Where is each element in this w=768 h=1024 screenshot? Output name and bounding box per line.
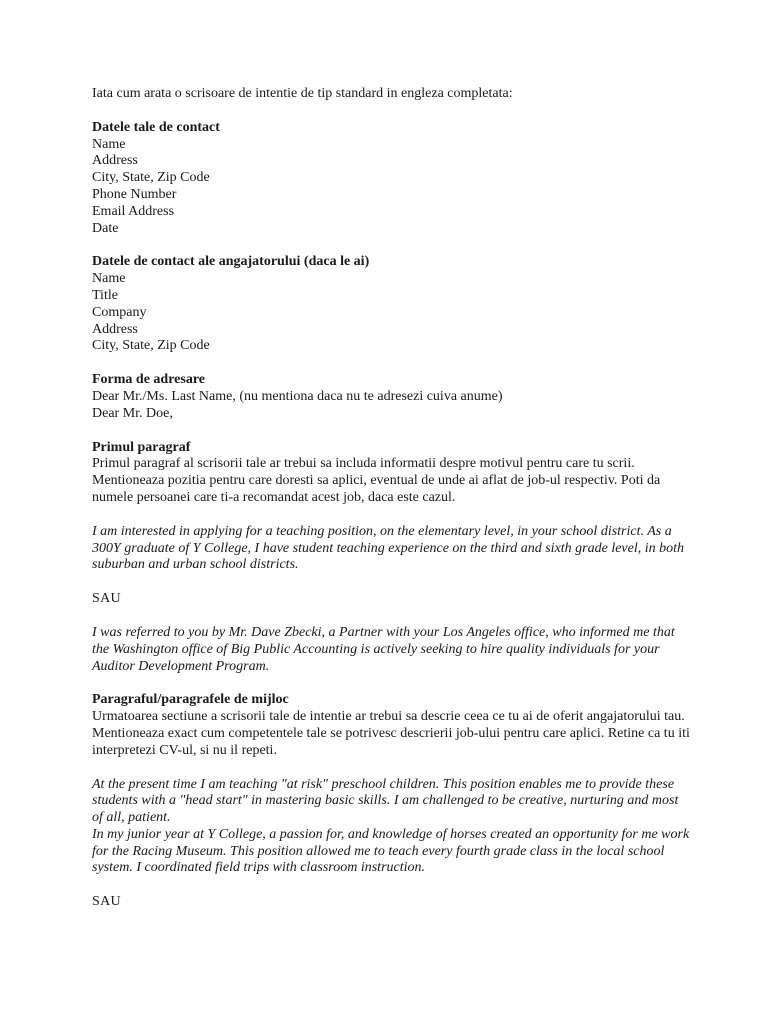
first-paragraph-heading: Primul paragraf — [92, 439, 191, 455]
or-label: SAU — [92, 591, 121, 607]
employer-heading: Datele de contact ale angajatorului (daca le ai) — [92, 254, 370, 270]
first-paragraph-text: Primul paragraf al scrisorii tale ar trebui sa includa informatii despre motivul pentru care tu scrii. Mentioneaza pozitia pentru care doresti sa aplici, eventual de unde ai aflat de job-ul respectiv. Poti da numele persoanei care ti-a recomandat acest job, daca este cazul. — [92, 456, 661, 505]
employer-line: Title — [92, 287, 118, 303]
document-page — [92, 86, 692, 928]
salutation-heading: Forma de adresare — [92, 372, 206, 388]
employer-line: Address — [92, 321, 138, 337]
employer-line: Name — [92, 271, 126, 287]
salutation-line: Dear Mr. Doe, — [92, 405, 173, 421]
middle-paragraphs-text: Urmatoarea sectiune a scrisorii tale de intentie ar trebui sa descrie ceea ce tu ai de oferit angajatorului tau. Mentioneaza exact cum competentele tale se potrivesc descrierii job-ului pentru care aplici. Retine ca tu iti interpretezi CV-ul, si nu il repeti. — [92, 709, 690, 758]
contact-line: Date — [92, 220, 119, 236]
middle-paragraphs-example-2: In my junior year at Y College, a passion for, and knowledge of horses created an opportunity for me work for the Racing Museum. This position allowed me to teach every fourth grade class in the local school system. I coordinated field trips with classroom instruction. — [92, 826, 690, 876]
contact-line: Phone Number — [92, 186, 177, 202]
first-paragraph-block — [92, 440, 692, 507]
middle-paragraphs-block — [92, 692, 692, 759]
contact-section — [92, 120, 692, 238]
contact-line: Name — [92, 136, 126, 152]
or-label: SAU — [92, 894, 121, 910]
contact-line: Email Address — [92, 203, 175, 219]
first-paragraph-example-1: I am interested in applying for a teaching position, on the elementary level, in your school district. As a 300Y graduate of Y College, I have student teaching experience on the third and sixth grade level, in both suburban and urban school districts. — [92, 523, 685, 573]
salutation-line: Dear Mr./Ms. Last Name, (nu mentiona daca nu te adresezi cuiva anume) — [92, 388, 503, 404]
contact-heading: Datele tale de contact — [92, 119, 220, 135]
contact-line: Address — [92, 153, 138, 169]
middle-paragraphs-example-1: At the present time I am teaching "at risk" preschool children. This position enables me to provide these students with a "head start" in mastering basic skills. I am challenged to be creative, nurturing and most of all, patient. — [92, 776, 679, 826]
middle-paragraphs-heading: Paragraful/paragrafele de mijloc — [92, 692, 289, 708]
salutation-section — [92, 372, 692, 422]
middle-paragraphs-section — [92, 692, 692, 911]
employer-line: Company — [92, 304, 147, 320]
employer-line: City, State, Zip Code — [92, 338, 210, 354]
employer-section — [92, 254, 692, 355]
first-paragraph-example-2: I was referred to you by Mr. Dave Zbecki, a Partner with your Los Angeles office, who informed me that the Washington office of Big Public Accounting is actively seeking to hire quality individuals for your Auditor Development Program. — [92, 624, 675, 674]
first-paragraph-section — [92, 440, 692, 676]
intro-text: Iata cum arata o scrisoare de intentie de tip standard in engleza completata: — [92, 86, 513, 101]
contact-line: City, State, Zip Code — [92, 170, 210, 186]
